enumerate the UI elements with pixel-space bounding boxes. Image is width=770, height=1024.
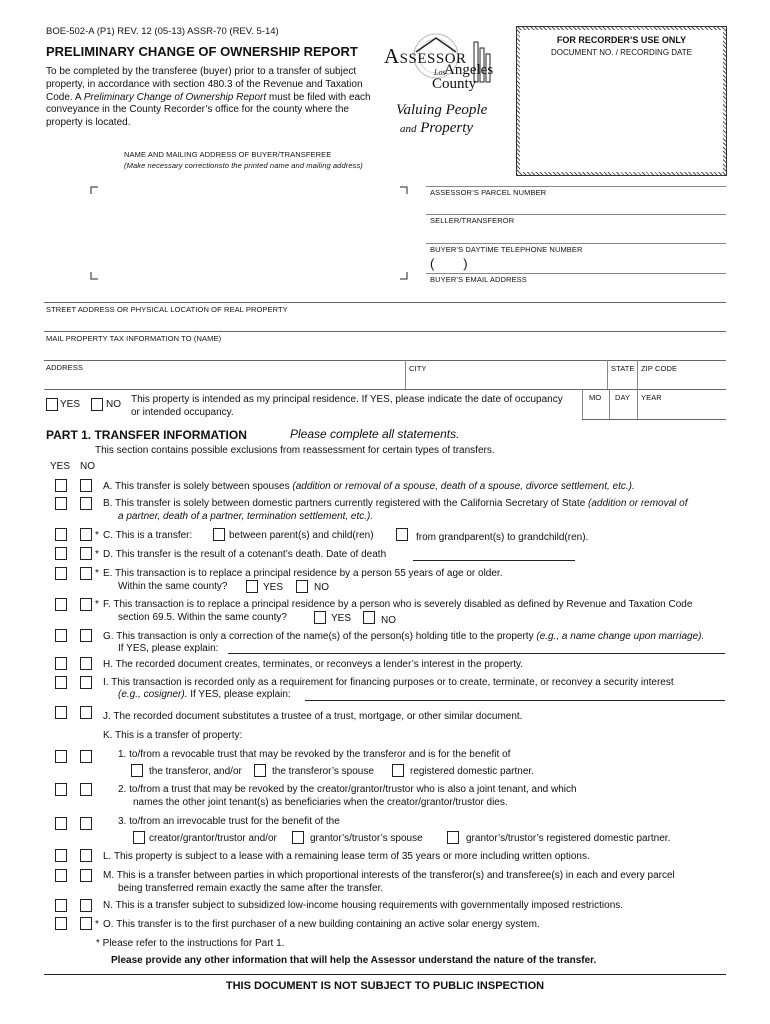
E-county-yes-checkbox[interactable] <box>246 580 258 593</box>
K3-no-checkbox[interactable] <box>80 817 92 830</box>
divider <box>44 302 726 303</box>
item-K1-transferor: the transferor, and/or <box>149 766 242 777</box>
residence-yes-label: YES <box>60 399 81 410</box>
page-title: PRELIMINARY CHANGE OF OWNERSHIP REPORT <box>46 44 358 59</box>
item-G-explain: If YES, please explain: <box>118 643 219 654</box>
mo-label: MO <box>589 393 602 402</box>
G-explain-field[interactable] <box>228 653 725 654</box>
phone-input[interactable]: ( ) <box>430 256 468 271</box>
H-no-checkbox[interactable] <box>80 657 92 670</box>
residence-text-line: or intended occupancy. <box>131 406 234 418</box>
A-no-checkbox[interactable] <box>80 479 92 492</box>
divider <box>405 360 406 389</box>
I-no-checkbox[interactable] <box>80 676 92 689</box>
assessor-logo <box>378 18 508 138</box>
day-label: DAY <box>615 393 631 402</box>
email-label: BUYER’S EMAIL ADDRESS <box>430 275 527 284</box>
item-K3-partner: grantor’s/trustor’s registered domestic partner. <box>466 833 671 844</box>
item-K1-spouse: the transferor’s spouse <box>272 766 374 777</box>
M-no-checkbox[interactable] <box>80 869 92 882</box>
item-F-county: section 69.5. Within the same county? <box>118 612 287 623</box>
divider <box>637 360 638 389</box>
K1-yes-checkbox[interactable] <box>55 750 67 763</box>
divider <box>426 186 726 187</box>
divider <box>426 214 726 215</box>
F-county-no-checkbox[interactable] <box>363 611 375 624</box>
item-E: E. This transaction is to replace a principal residence by a person 55 years of age or older. <box>103 568 503 579</box>
C-grandparent-checkbox[interactable] <box>396 528 408 541</box>
F-county-yes-checkbox[interactable] <box>314 611 326 624</box>
intro-text <box>46 66 376 130</box>
item-M: M. This is a transfer between parties in which proportional interests of the transferor(s) and transferee(s) in each and every parcel <box>103 870 675 881</box>
E-county-no-label: NO <box>314 582 329 593</box>
E-county-yes-label: YES <box>263 582 284 593</box>
item-F: F. This transaction is to replace a principal residence by a person who is severely disabled as defined by Revenue and Taxation Code <box>103 599 693 610</box>
F-county-yes-label: YES <box>331 613 352 624</box>
item-A <box>103 481 635 493</box>
logo-assessor: Assessor <box>384 44 467 68</box>
item-O: O. This transfer is to the first purchaser of a new building containing an active solar energy system. <box>103 919 540 930</box>
part1-subtitle: Please complete all statements. <box>290 427 460 441</box>
C-no-checkbox[interactable] <box>80 528 92 541</box>
item-A-italic: (addition or removal of a spouse, death of a spouse, divorce settlement, etc.). <box>292 481 635 492</box>
divider <box>44 389 726 390</box>
F-star: * <box>95 599 99 610</box>
footer-rule <box>44 974 726 975</box>
divider <box>607 360 608 389</box>
item-E-county: Within the same county? <box>118 581 228 592</box>
G-yes-checkbox[interactable] <box>55 629 67 642</box>
N-no-checkbox[interactable] <box>80 899 92 912</box>
D-yes-checkbox[interactable] <box>55 547 67 560</box>
item-K2-line-2: names the other joint tenant(s) as beneficiaries when the creator/grantor/trustor dies. <box>133 797 508 808</box>
K1-spouse-checkbox[interactable] <box>254 764 266 777</box>
C-yes-checkbox[interactable] <box>55 528 67 541</box>
logo-slogan-2 <box>400 120 473 137</box>
buyer-address-area[interactable] <box>90 186 400 282</box>
item-K1-partner: registered domestic partner. <box>410 766 534 777</box>
buyer-note: (Make necessary correctionsto the printed name and mailing address) <box>124 161 363 170</box>
K1-partner-checkbox[interactable] <box>392 764 404 777</box>
K1-transferor-checkbox[interactable] <box>131 764 143 777</box>
J-yes-checkbox[interactable] <box>55 706 67 719</box>
item-G-italic: (e.g., a name change upon marriage). <box>536 631 705 642</box>
item-K3: 3. to/from an irrevocable trust for the benefit of the <box>118 816 340 827</box>
O-no-checkbox[interactable] <box>80 917 92 930</box>
logo-slogan-1: Valuing People <box>396 102 488 118</box>
item-I: I. This transaction is recorded only as a requirement for financing purposes or to create, terminate, or reconvey a security interest <box>103 677 674 688</box>
year-label: YEAR <box>641 393 662 402</box>
divider <box>44 331 726 332</box>
seller-label: SELLER/TRANSFEROR <box>430 216 515 225</box>
divider <box>582 419 726 420</box>
K3-creator-checkbox[interactable] <box>133 831 145 844</box>
item-D: D. This transfer is the result of a cotenant’s death. Date of death <box>103 549 387 560</box>
intro-line: conveyance in the County Recorder’s office for the county where the <box>46 104 349 116</box>
F-no-checkbox[interactable] <box>80 598 92 611</box>
D-no-checkbox[interactable] <box>80 547 92 560</box>
logo-angeles: Angeles <box>444 62 494 78</box>
item-K: K. This is a transfer of property: <box>103 730 243 741</box>
apn-label: ASSESSOR’S PARCEL NUMBER <box>430 188 547 197</box>
address-label: ADDRESS <box>46 363 83 372</box>
E-yes-checkbox[interactable] <box>55 567 67 580</box>
divider <box>582 389 583 419</box>
intro-line: To be completed by the transferee (buyer) prior to a transfer of subject <box>46 66 357 77</box>
item-M-line-2: being transferred remain exactly the same after the transfer. <box>118 883 384 894</box>
recorder-box <box>516 26 727 176</box>
residence-no-checkbox[interactable] <box>91 398 103 411</box>
B-yes-checkbox[interactable] <box>55 497 67 510</box>
item-K1: 1. to/from a revocable trust that may be revoked by the transferor and is for the benefit of <box>118 749 511 760</box>
E-star: * <box>95 568 99 579</box>
O-yes-checkbox[interactable] <box>55 917 67 930</box>
item-L: L. This property is subject to a lease with a remaining lease term of 35 years or more including written options. <box>103 851 590 862</box>
address-corner-marks <box>90 186 410 286</box>
recorder-title: FOR RECORDER’S USE ONLY <box>556 35 687 45</box>
C-parent-child-checkbox[interactable] <box>213 528 225 541</box>
intro-text-part: Code. A <box>46 91 84 103</box>
item-B-line-2: a partner, death of a partner, termination settlement, etc.). <box>118 511 374 522</box>
intro-text-italic: Preliminary Change of Ownership Report <box>83 91 267 103</box>
K1-no-checkbox[interactable] <box>80 750 92 763</box>
I-yes-checkbox[interactable] <box>55 676 67 689</box>
other-info-prompt: Please provide any other information that will help the Assessor understand the nature of the transfer. <box>111 955 597 966</box>
K2-no-checkbox[interactable] <box>80 783 92 796</box>
intro-line: property is located. <box>46 117 131 129</box>
intro-line: property, in accordance with section 480.3 of the Revenue and Taxation <box>46 78 363 90</box>
logo-property: Property <box>420 120 474 136</box>
intro-line <box>46 92 376 105</box>
street-label: STREET ADDRESS OR PHYSICAL LOCATION OF REAL PROPERTY <box>46 305 288 314</box>
item-A-text: A. This transfer is solely between spouses <box>103 481 293 492</box>
item-N: N. This is a transfer subject to subsidized low-income housing requirements with governmentally imposed restrictions. <box>103 900 624 911</box>
item-I-italic: (e.g., cosigner). <box>118 689 188 700</box>
item-H: H. The recorded document creates, terminates, or reconveys a lender’s interest in the property. <box>103 659 524 670</box>
form-id: BOE-502-A (P1) REV. 12 (05-13) ASSR-70 (REV. 5-14) <box>46 26 279 37</box>
L-yes-checkbox[interactable] <box>55 849 67 862</box>
J-no-checkbox[interactable] <box>80 706 92 719</box>
part1-footnote: * Please refer to the instructions for Part 1. <box>96 938 285 949</box>
item-I-text: If YES, please explain: <box>187 689 291 700</box>
part1-title: PART 1. TRANSFER INFORMATION <box>46 428 247 442</box>
N-yes-checkbox[interactable] <box>55 899 67 912</box>
public-inspection-notice: THIS DOCUMENT IS NOT SUBJECT TO PUBLIC INSPECTION <box>225 980 545 992</box>
residence-text-line: This property is intended as my principal residence. If YES, please indicate the date of occupancy <box>131 394 563 405</box>
H-yes-checkbox[interactable] <box>55 657 67 670</box>
buyer-label: NAME AND MAILING ADDRESS OF BUYER/TRANSFEREE <box>124 150 332 159</box>
D-star: * <box>95 549 99 560</box>
intro-text-part: must be filed with each <box>266 91 371 103</box>
E-no-checkbox[interactable] <box>80 567 92 580</box>
K3-spouse-checkbox[interactable] <box>292 831 304 844</box>
residence-no-label: NO <box>106 399 121 410</box>
phone-label: BUYER’S DAYTIME TELEPHONE NUMBER <box>430 245 583 254</box>
divider <box>426 243 726 244</box>
divider <box>637 389 638 419</box>
city-label: CITY <box>409 364 427 373</box>
F-yes-checkbox[interactable] <box>55 598 67 611</box>
item-K3-creator: creator/grantor/trustor and/or <box>149 833 277 844</box>
logo-los: Los <box>434 68 446 77</box>
logo-and: and <box>400 123 417 135</box>
I-explain-field[interactable] <box>305 700 725 701</box>
item-J: J. The recorded document substitutes a trustee of a trust, mortgage, or other similar document. <box>103 711 523 722</box>
K3-yes-checkbox[interactable] <box>55 817 67 830</box>
yes-header: YES <box>50 461 71 472</box>
C-star: * <box>95 530 99 541</box>
state-label: STATE <box>611 364 635 373</box>
B-no-checkbox[interactable] <box>80 497 92 510</box>
item-G-text: G. This transaction is only a correction of the name(s) of the person(s) holding title to the property <box>103 631 537 642</box>
item-C-parent-child: between parent(s) and child(ren) <box>229 530 374 541</box>
zip-label: ZIP CODE <box>641 364 678 373</box>
no-header: NO <box>80 461 95 472</box>
residence-yes-checkbox[interactable] <box>46 398 58 411</box>
E-county-no-checkbox[interactable] <box>296 580 308 593</box>
recorder-subtitle: DOCUMENT NO. / RECORDING DATE <box>550 48 693 57</box>
item-B <box>103 498 733 510</box>
G-no-checkbox[interactable] <box>80 629 92 642</box>
divider <box>44 360 726 361</box>
item-C: C. This is a transfer: <box>103 530 193 541</box>
item-G <box>103 631 704 643</box>
logo-county: County <box>432 76 477 92</box>
item-K2: 2. to/from a trust that may be revoked by the creator/grantor/trustor who is also a joint tenant, and which <box>118 784 577 795</box>
part1-note: This section contains possible exclusions from reassessment for certain types of transfers. <box>95 445 495 456</box>
item-B-text: B. This transfer is solely between domestic partners currently registered with the California Secretary of State <box>103 498 589 509</box>
recorder-box-inner <box>520 30 723 172</box>
item-B-italic: (addition or removal of <box>588 498 688 509</box>
divider <box>426 273 726 274</box>
K3-partner-checkbox[interactable] <box>447 831 459 844</box>
M-yes-checkbox[interactable] <box>55 869 67 882</box>
K2-yes-checkbox[interactable] <box>55 783 67 796</box>
A-yes-checkbox[interactable] <box>55 479 67 492</box>
residence-text <box>131 394 563 419</box>
mail-to-label: MAIL PROPERTY TAX INFORMATION TO (NAME) <box>46 334 222 343</box>
item-I-explain <box>118 689 291 701</box>
date-of-death-field[interactable] <box>413 560 575 561</box>
O-star: * <box>95 919 99 930</box>
divider <box>609 389 610 419</box>
item-C-grandparent: from grandparent(s) to grandchild(ren). <box>416 532 589 543</box>
other-info-field[interactable] <box>44 970 726 976</box>
item-K3-spouse: grantor’s/trustor’s spouse <box>310 833 423 844</box>
F-county-no-label: NO <box>381 615 396 626</box>
L-no-checkbox[interactable] <box>80 849 92 862</box>
